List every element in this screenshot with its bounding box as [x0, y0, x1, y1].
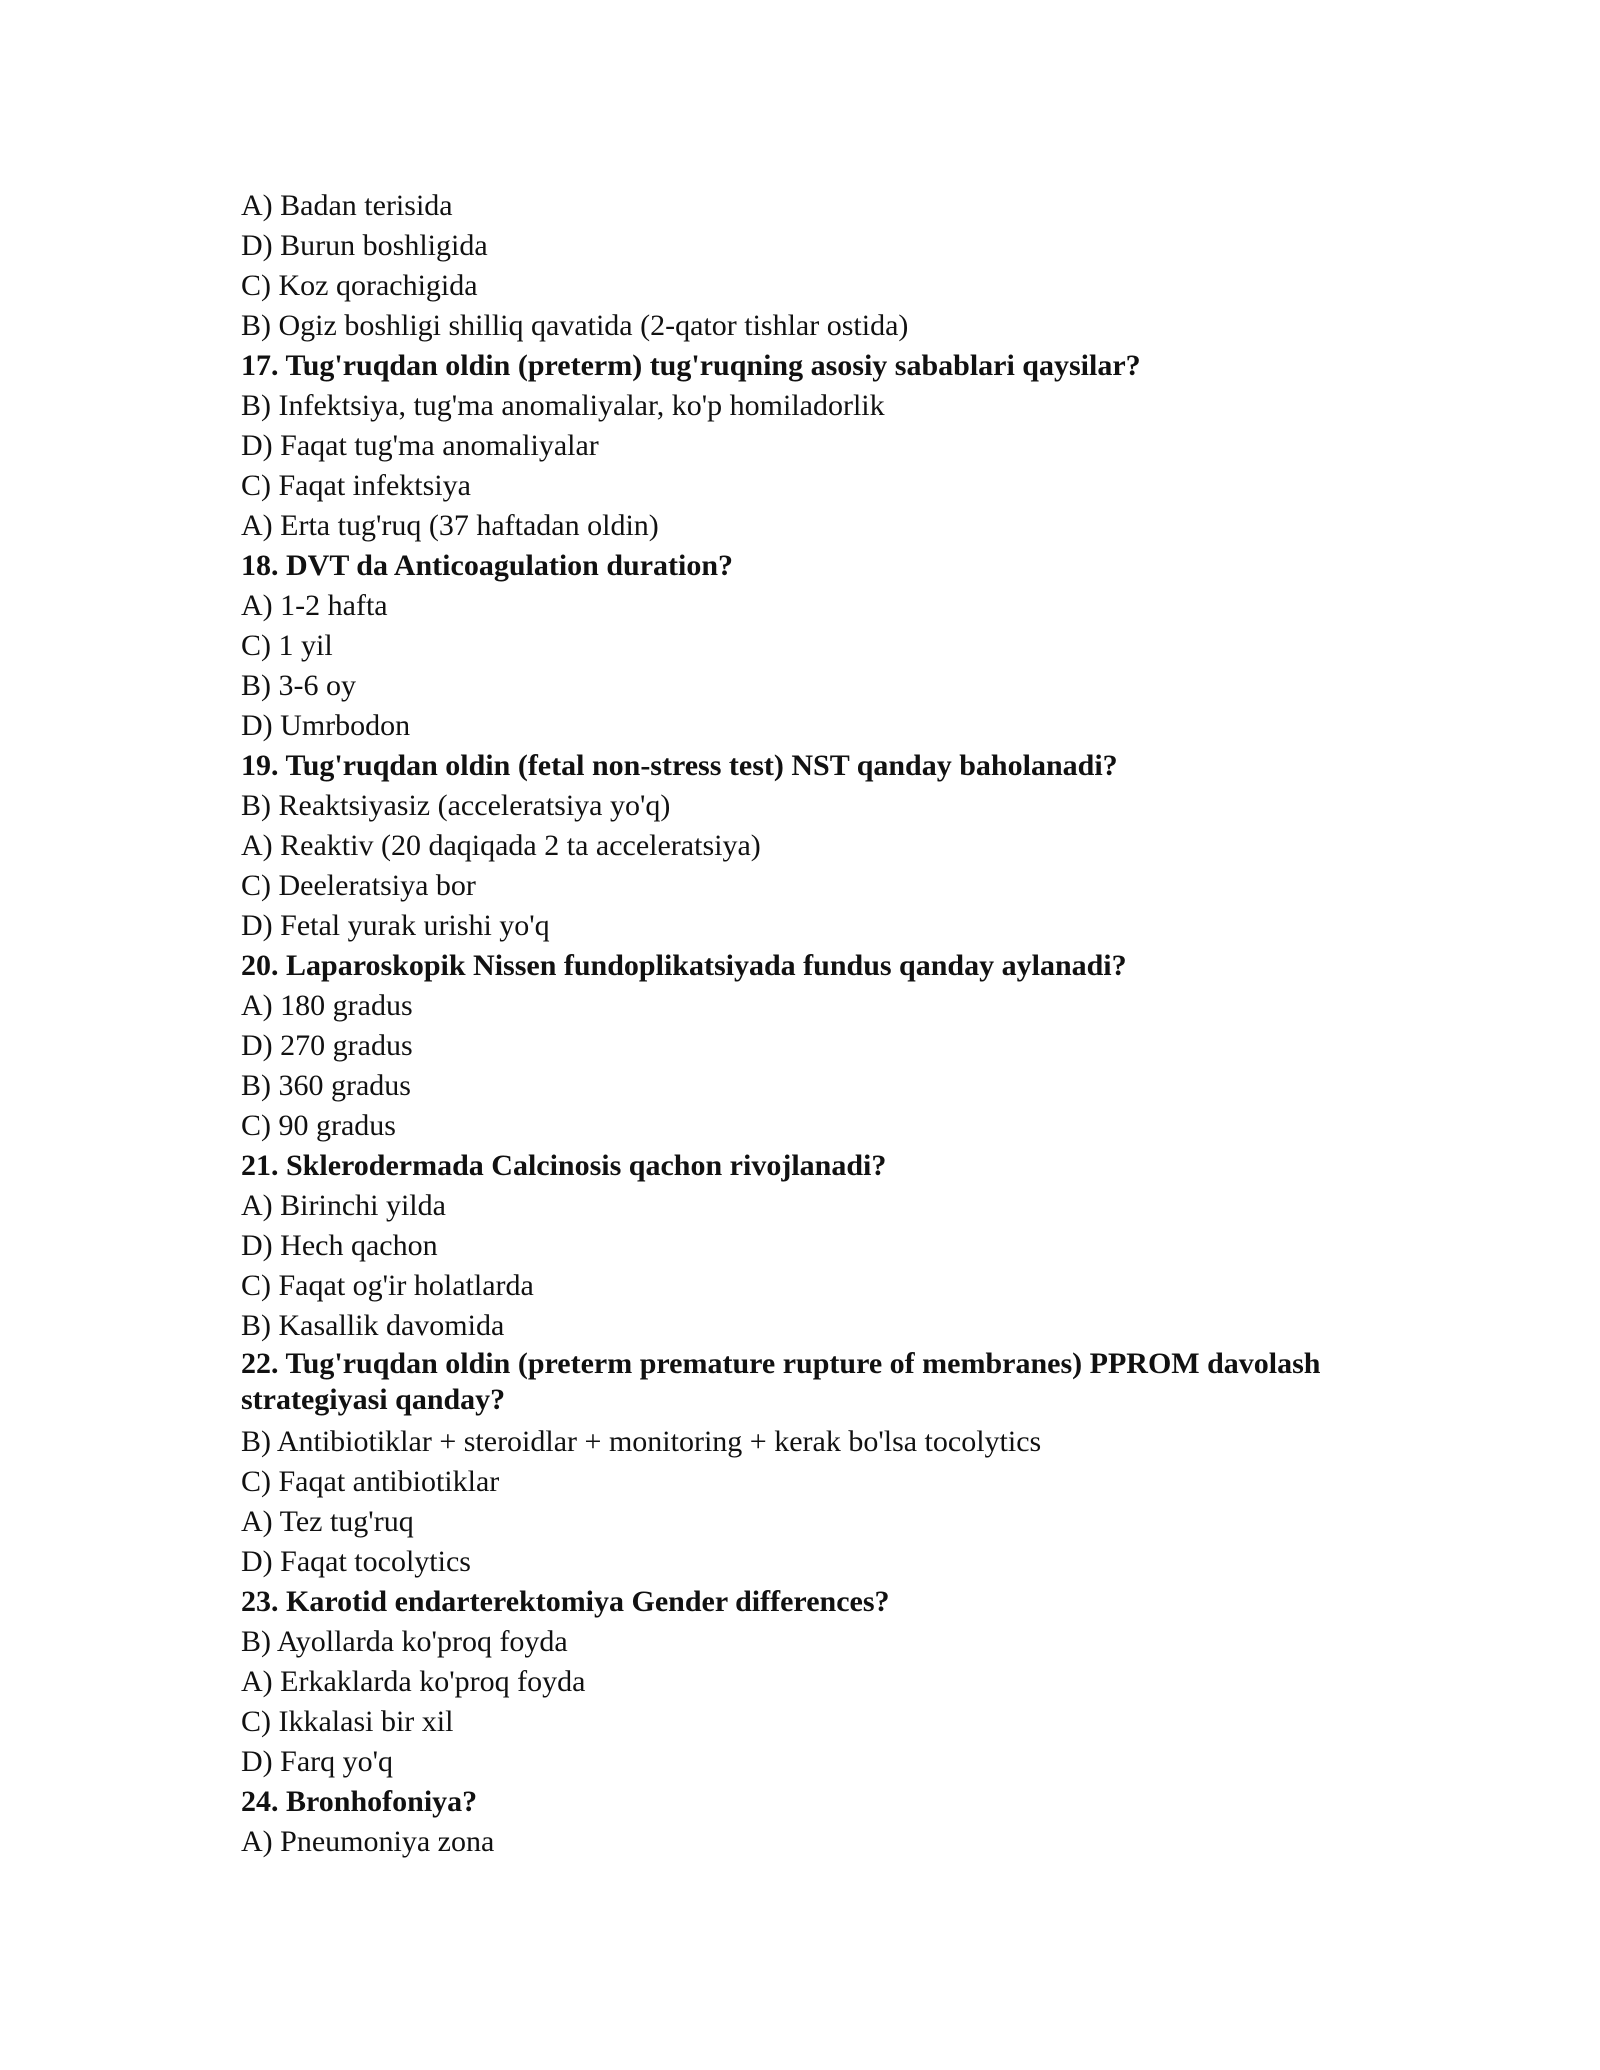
option-text: A) Erkaklarda ko'proq foyda: [241, 1665, 586, 1698]
question-block: [241, 1346, 1401, 1582]
option-text: B) Kasallik davomida: [241, 1309, 505, 1342]
option-text: D) Umrbodon: [241, 709, 411, 742]
question-text: 19. Tug'ruqdan oldin (fetal non-stress test) NST qanday baholanadi?: [241, 749, 1118, 782]
question-text: 21. Sklerodermada Calcinosis qachon rivojlanadi?: [241, 1149, 887, 1182]
question-block: [241, 1146, 1401, 1346]
option-text: A) Badan terisida: [241, 189, 453, 222]
option-text: A) 180 gradus: [241, 989, 413, 1022]
option-text: C) Faqat infektsiya: [241, 469, 471, 502]
option-text: C) Faqat og'ir holatlarda: [241, 1269, 534, 1302]
option-text: B) Antibiotiklar + steroidlar + monitoring + kerak bo'lsa tocolytics: [241, 1425, 1042, 1458]
question-text: 18. DVT da Anticoagulation duration?: [241, 549, 734, 582]
option-text: B) Ayollarda ko'proq foyda: [241, 1625, 568, 1658]
option-text: A) Pneumoniya zona: [241, 1825, 495, 1858]
option-text: B) Ogiz boshligi shilliq qavatida (2-qator tishlar ostida): [241, 309, 909, 342]
option-text: A) Erta tug'ruq (37 haftadan oldin): [241, 509, 659, 542]
option-text: D) Hech qachon: [241, 1229, 438, 1262]
question-block: [241, 1582, 1401, 1782]
option-text: A) Birinchi yilda: [241, 1189, 446, 1222]
question-block: [241, 1782, 1401, 1862]
option-text: D) Burun boshligida: [241, 229, 488, 262]
question-block: [241, 946, 1401, 1146]
option-text: C) Koz qorachigida: [241, 269, 478, 302]
question-text: 22. Tug'ruqdan oldin (preterm premature rupture of membranes) PPROM davolash strategiyasi qanday?: [241, 1347, 1321, 1416]
question-block: [241, 346, 1401, 546]
option-text: D) 270 gradus: [241, 1029, 413, 1062]
question-block: [241, 746, 1401, 946]
question-text: 17. Tug'ruqdan oldin (preterm) tug'ruqning asosiy sabablari qaysilar?: [241, 349, 1141, 382]
option-text: D) Faqat tug'ma anomaliyalar: [241, 429, 599, 462]
question-text: 20. Laparoskopik Nissen fundoplikatsiyada fundus qanday aylanadi?: [241, 949, 1127, 982]
option-text: A) Tez tug'ruq: [241, 1505, 414, 1538]
document-page: [241, 186, 1401, 1862]
option-text: B) 3-6 oy: [241, 669, 356, 702]
option-text: D) Fetal yurak urishi yo'q: [241, 909, 550, 942]
question-block: [241, 546, 1401, 746]
option-text: A) Reaktiv (20 daqiqada 2 ta acceleratsiya): [241, 829, 761, 862]
question-text: 23. Karotid endarterektomiya Gender differences?: [241, 1585, 890, 1618]
option-text: C) 90 gradus: [241, 1109, 396, 1142]
question-text: 24. Bronhofoniya?: [241, 1785, 478, 1818]
option-text: B) Infektsiya, tug'ma anomaliyalar, ko'p homiladorlik: [241, 389, 885, 422]
option-text: A) 1-2 hafta: [241, 589, 388, 622]
option-text: B) 360 gradus: [241, 1069, 411, 1102]
option-text: D) Faqat tocolytics: [241, 1545, 471, 1578]
option-text: D) Farq yo'q: [241, 1745, 394, 1778]
option-text: B) Reaktsiyasiz (acceleratsiya yo'q): [241, 789, 671, 822]
option-text: C) Faqat antibiotiklar: [241, 1465, 500, 1498]
leading-options: [241, 186, 1401, 346]
option-text: C) Ikkalasi bir xil: [241, 1705, 454, 1738]
option-text: C) 1 yil: [241, 629, 333, 662]
option-text: C) Deeleratsiya bor: [241, 869, 476, 902]
